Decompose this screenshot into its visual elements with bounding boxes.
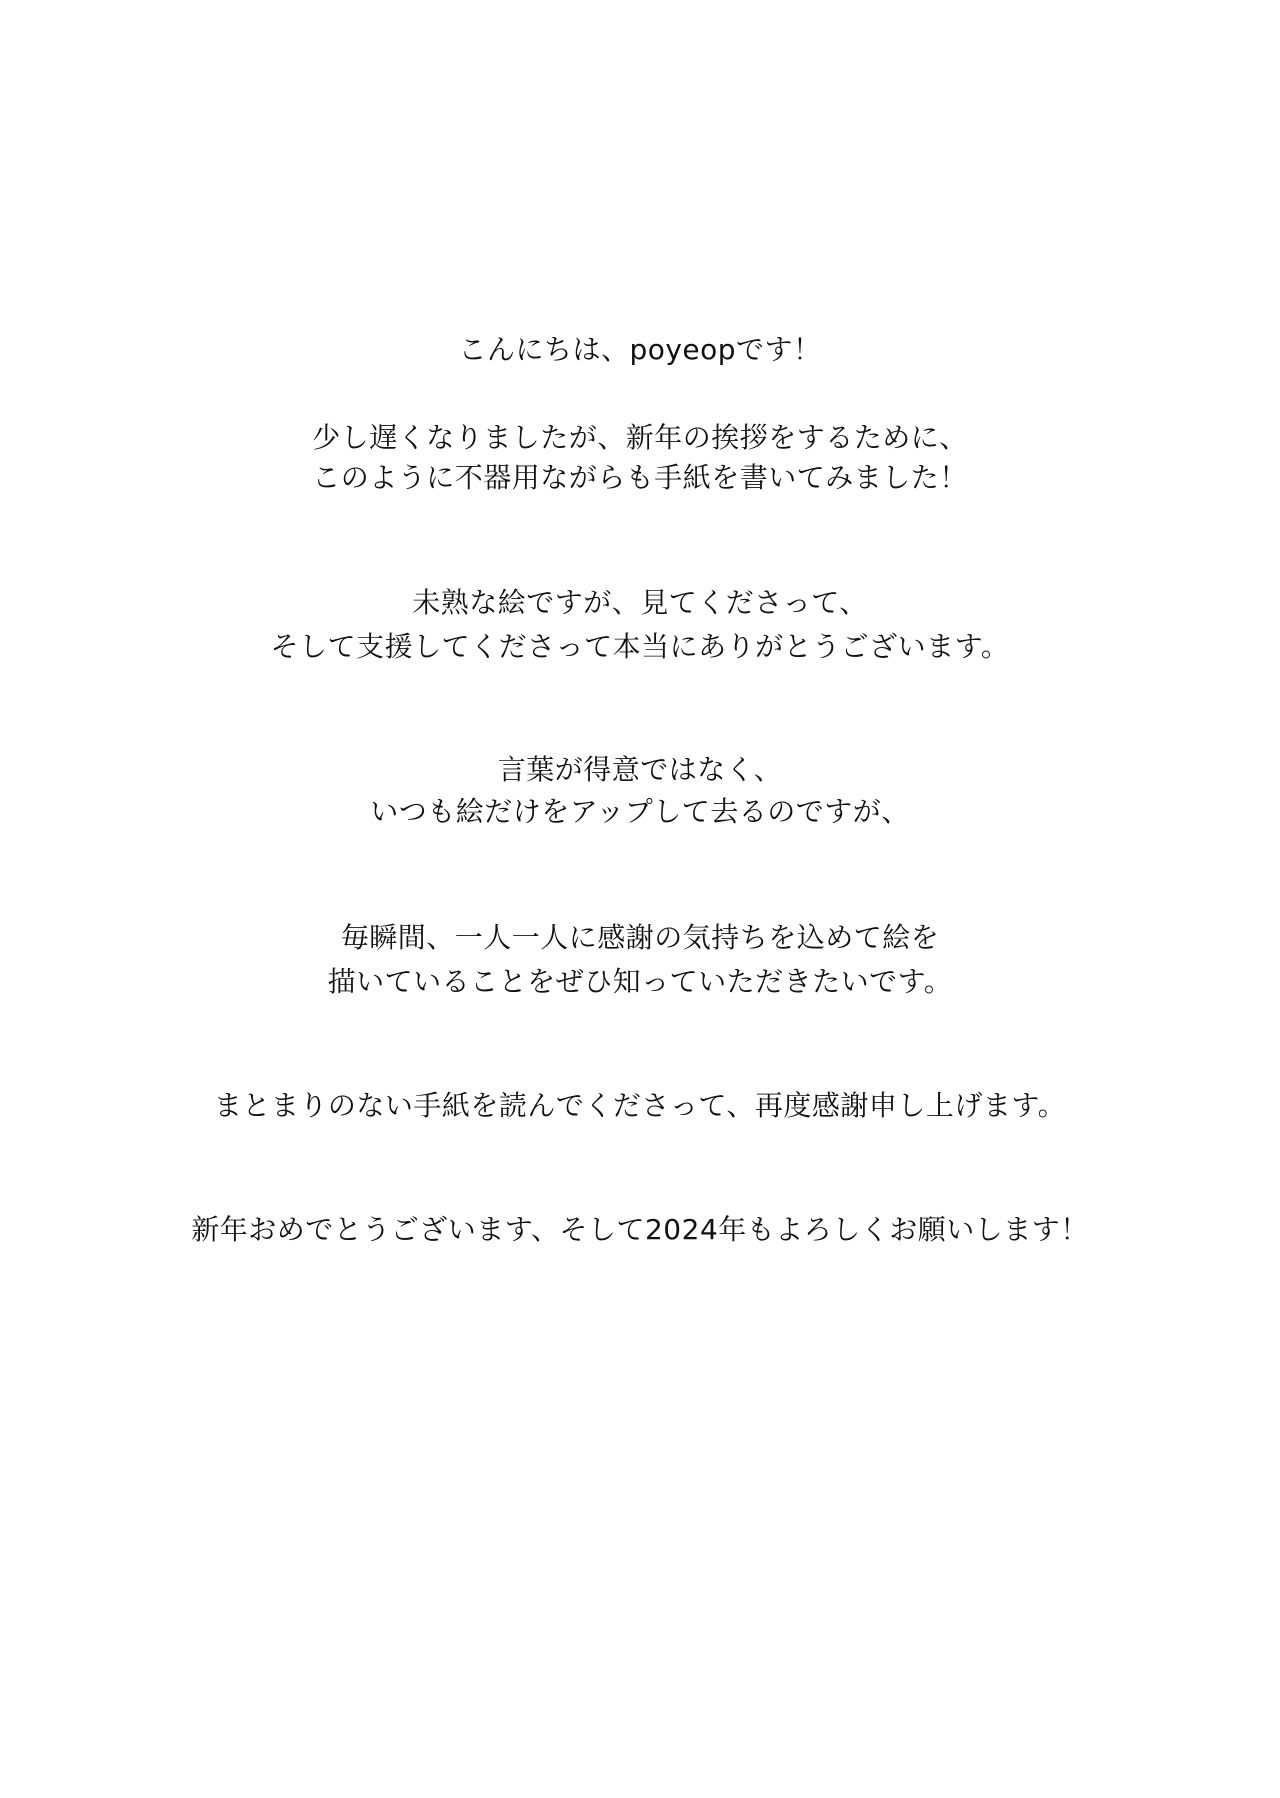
paragraph-4-line-1: 毎瞬間、一人一人に感謝の気持ちを込めて絵を: [340, 921, 940, 954]
paragraph-2-line-2: そして支援してくださって本当にありがとうございます。: [270, 630, 1010, 663]
paragraph-1-line-2: このように不器用ながらも手紙を書いてみました！: [312, 461, 968, 494]
greeting-line: こんにちは、poyeopです！: [458, 333, 822, 366]
paragraph-4-line-2: 描いていることをぜひ知っていただきたいです。: [327, 965, 953, 998]
paragraph-3-line-1: 言葉が得意ではなく、: [497, 753, 783, 786]
paragraph-2-line-1: 未熟な絵ですが、見てくださって、: [412, 586, 868, 619]
closing-line: 新年おめでとうございます、そして2024年もよろしくお願いします！: [191, 1213, 1089, 1246]
paragraph-5-line: まとまりのない手紙を読んでくださって、再度感謝申し上げます。: [213, 1089, 1067, 1122]
paragraph-1-line-1: 少し遅くなりましたが、新年の挨拶をするために、: [312, 421, 968, 454]
paragraph-3-line-2: いつも絵だけをアップして去るのですが、: [370, 795, 910, 828]
